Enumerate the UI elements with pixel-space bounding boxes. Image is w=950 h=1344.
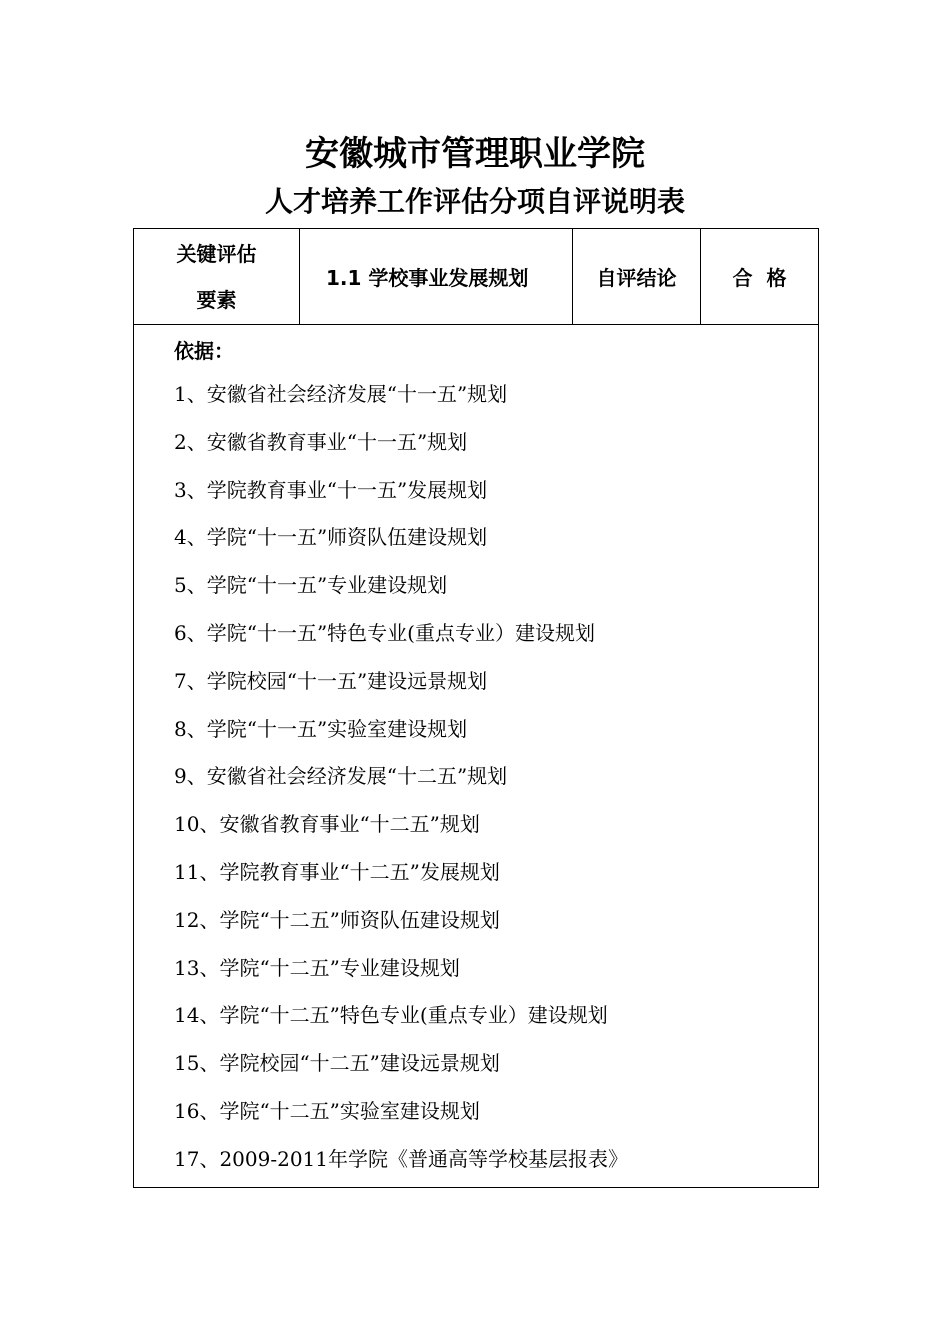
basis-item: 2、安徽省教育事业“十一五”规划 bbox=[174, 429, 468, 454]
basis-item: 13、学院“十二五”专业建设规划 bbox=[174, 955, 460, 980]
basis-item: 4、学院“十一五”师资队伍建设规划 bbox=[174, 525, 488, 550]
basis-heading: 依据： bbox=[174, 339, 234, 363]
evaluation-table bbox=[133, 228, 819, 1188]
basis-cell bbox=[134, 325, 819, 1188]
self-evaluation-result: 合 格 bbox=[701, 229, 819, 325]
header-row bbox=[134, 229, 819, 325]
key-element-label-line1: 关键评估 bbox=[176, 241, 257, 266]
basis-item: 10、安徽省教育事业“十二五”规划 bbox=[174, 812, 480, 837]
basis-item: 11、学院教育事业“十二五”发展规划 bbox=[174, 859, 500, 884]
basis-list bbox=[174, 371, 818, 1184]
key-element-value: 1.1 学校事业发展规划 bbox=[300, 229, 573, 325]
self-evaluation-label: 自评结论 bbox=[573, 229, 701, 325]
key-element-label-line2: 要素 bbox=[196, 287, 237, 312]
basis-item: 16、学院“十二五”实验室建设规划 bbox=[174, 1098, 480, 1123]
basis-item: 17、2009-2011年学院《普通高等学校基层报表》 bbox=[174, 1146, 629, 1171]
basis-item: 7、学院校园“十一五”建设远景规划 bbox=[174, 668, 488, 693]
basis-item: 12、学院“十二五”师资队伍建设规划 bbox=[174, 907, 500, 932]
basis-item: 9、安徽省社会经济发展“十二五”规划 bbox=[174, 764, 508, 789]
basis-item: 15、学院校园“十二五”建设远景规划 bbox=[174, 1051, 500, 1076]
document-title: 安徽城市管理职业学院 bbox=[305, 134, 645, 174]
basis-item: 8、学院“十一五”实验室建设规划 bbox=[174, 716, 468, 741]
basis-item: 3、学院教育事业“十一五”发展规划 bbox=[174, 477, 488, 502]
basis-item: 14、学院“十二五”特色专业(重点专业）建设规划 bbox=[174, 1003, 608, 1028]
key-element-label-cell bbox=[134, 229, 300, 325]
basis-item: 1、安徽省社会经济发展“十一五”规划 bbox=[174, 382, 508, 406]
basis-item: 5、学院“十一五”专业建设规划 bbox=[174, 573, 448, 598]
basis-row bbox=[134, 325, 819, 1188]
basis-item: 6、学院“十一五”特色专业(重点专业）建设规划 bbox=[174, 620, 595, 645]
document-subtitle: 人才培养工作评估分项自评说明表 bbox=[264, 185, 685, 218]
